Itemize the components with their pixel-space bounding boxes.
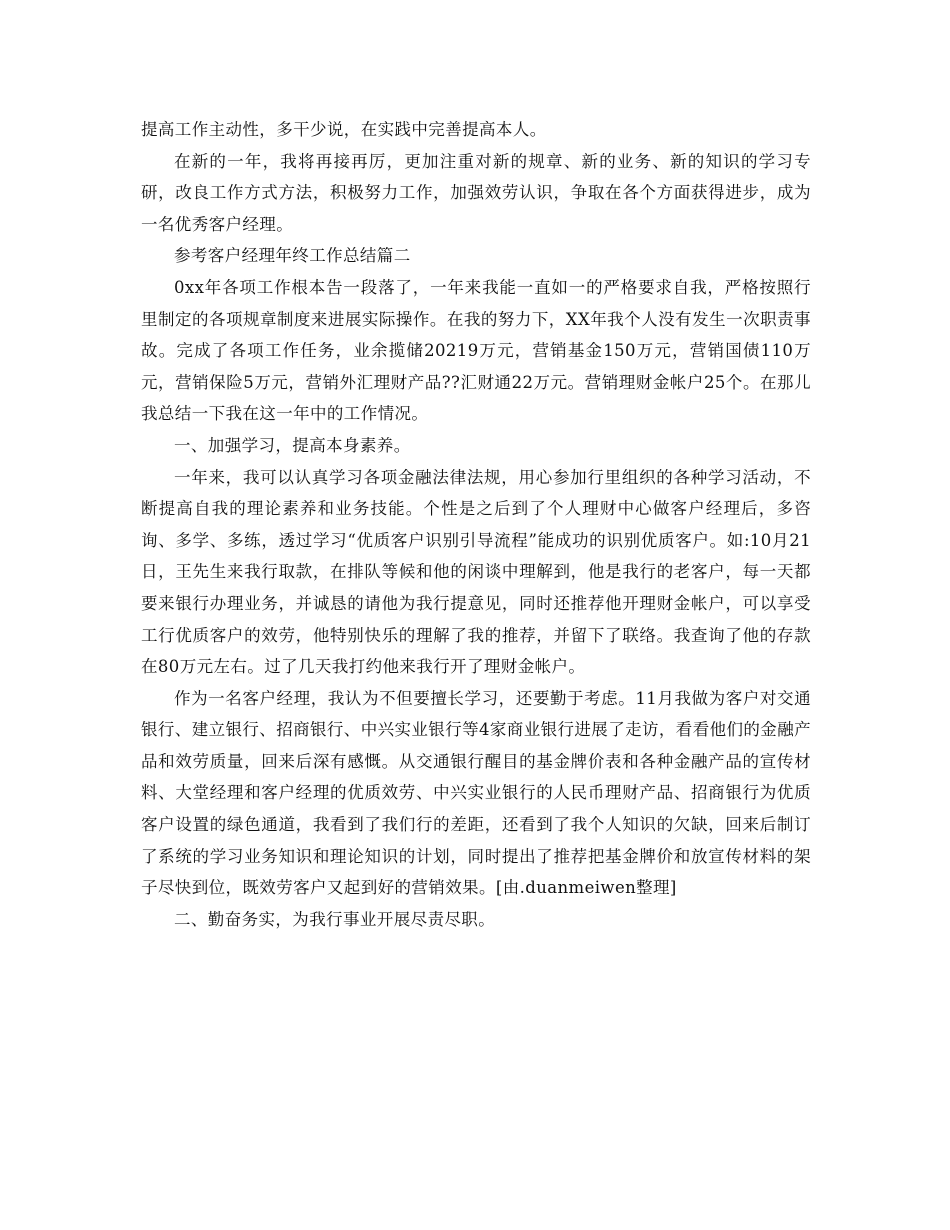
- paragraph-study-details: 一年来，我可以认真学习各项金融法律法规，用心参加行里组织的各种学习活动，不断提高自我的理论素养和业务技能。个性是之后到了个人理财中心做客户经理后，多咨询、多学、多练，透过学习“优质客户识别引导流程”能成功的识别优质客户。如:10月21日，王先生来我行取款，在排队等候和他的闲谈中理解到，他是我行的老客户，每一天都要来银行办理业务，并诚恳的请他为我行提意见，同时还推荐他开理财金帐户，可以享受工行优质客户的效劳，他特别快乐的理解了我的推荐，并留下了联络。我查询了他的存款在80万元左右。过了几天我打约他来我行开了理财金帐户。: [141, 467, 811, 677]
- paragraph-annual-summary: 0xx年各项工作根本告一段落了，一年来我能一直如一的严格要求自我，严格按照行里制定的各项规章制度来进展实际操作。在我的努力下，XX年我个人没有发生一次职责事故。完成了各项工作任务，业余揽储20219万元，营销基金150万元，营销国债110万元，营销保险5万元，营销外汇理财产品??汇财通22万元。营销理财金帐户25个。在那儿我总结一下我在这一年中的工作情况。: [141, 277, 811, 424]
- document-body: [141, 114, 811, 935]
- section-heading-diligence: 二、勤奋务实，为我行事业开展尽责尽职。: [174, 909, 496, 929]
- section-heading-study: 一、加强学习，提高本身素养。: [174, 435, 411, 455]
- paragraph-continuation: 提高工作主动性，多干少说，在实践中完善提高本人。: [141, 120, 547, 139]
- paragraph-new-year-plan: 在新的一年，我将再接再厉，更加注重对新的规章、新的业务、新的知识的学习专研，改良工作方式方法，积极努力工作，加强效劳认识，争取在各个方面获得进步，成为一名优秀客户经理。: [141, 151, 811, 234]
- paragraph-bank-visits: 作为一名客户经理，我认为不但要擅长学习，还要勤于考虑。11月我做为客户对交通银行、建立银行、招商银行、中兴实业银行等4家商业银行进展了走访，看看他们的金融产品和效劳质量，回来后深有感慨。从交通银行醒目的基金牌价表和各种金融产品的宣传材料、大堂经理和客户经理的优质效劳、中兴实业银行的人民币理财产品、招商银行为优质客户设置的绿色通道，我看到了我们行的差距，还看到了我个人知识的欠缺，回来后制订了系统的学习业务知识和理论知识的计划，同时提出了推荐把基金牌价和放宣传材料的架子尽快到位，既效劳客户又起到好的营销效果。[由.duanmeiwen整理]: [141, 688, 811, 898]
- section-heading-part-two: 参考客户经理年终工作总结篇二: [174, 246, 411, 266]
